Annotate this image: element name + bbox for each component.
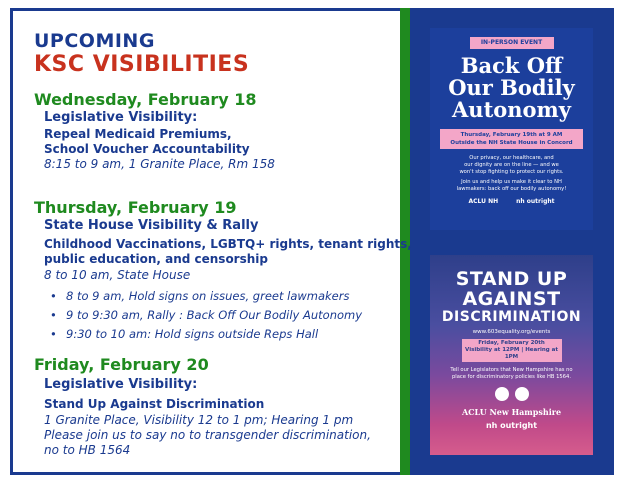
- poster-date: Friday, February 20th Visibility at 12PM | Hearing at 1PM: [462, 339, 562, 362]
- poster-body: Our privacy, our healthcare, and our dignity are on the line — and we won't stop fighting to protect our rights. Join us and help us make it clear to NH lawmakers: back off our bodily autonomy!: [456, 155, 567, 192]
- event-meta: no to HB 1564: [44, 443, 131, 457]
- event-meta: 1 Granite Place, Visibility 12 to 1 pm; Hearing 1 pm: [44, 413, 354, 427]
- event-meta: 8 to 10 am, State House: [44, 268, 191, 282]
- org-badge-icon: [495, 387, 509, 401]
- event-desc: School Voucher Accountability: [44, 142, 250, 156]
- event-meta: 8:15 to 9 am, 1 Granite Place, Rm 158: [44, 157, 275, 171]
- list-item: • 9 to 9:30 am, Rally : Back Off Our Bodily Autonomy: [50, 306, 362, 325]
- header-upcoming: UPCOMING: [34, 30, 155, 52]
- poster-logos: [430, 198, 593, 205]
- poster-title: STAND UP AGAINST: [455, 268, 568, 310]
- poster-body: Tell our Legislators that New Hampshire has no place for discriminatory policies like HB 1564.: [450, 367, 573, 380]
- event-desc: public education, and censorship: [44, 252, 268, 266]
- event-type: Legislative Visibility:: [44, 377, 198, 392]
- poster-tag: IN-PERSON EVENT: [470, 37, 554, 49]
- poster-badges: [430, 387, 593, 401]
- list-item: • 8 to 9 am, Hold signs on issues, greet lawmakers: [50, 287, 362, 306]
- event-day-friday: Friday, February 20: [34, 355, 209, 374]
- event-type: Legislative Visibility:: [44, 110, 198, 125]
- poster-url: www.603equality.org/events: [472, 329, 551, 335]
- aclu-logo: ACLU New Hampshire: [461, 407, 562, 417]
- event-day-wednesday: Wednesday, February 18: [34, 90, 257, 109]
- poster-title: Back Off Our Bodily Autonomy: [448, 53, 575, 122]
- nh-outright-logo: nh outright: [485, 421, 538, 430]
- poster-title-sub: DISCRIMINATION: [441, 309, 582, 325]
- poster-date: Thursday, February 19th at 9 AM Outside the NH State House in Concord: [440, 129, 583, 149]
- header-title: KSC VISIBILITIES: [34, 52, 250, 77]
- nh-outright-logo: nh outright: [516, 198, 555, 205]
- poster-back-off: [430, 28, 593, 230]
- list-item: • 9:30 to 10 am: Hold signs outside Reps Hall: [50, 325, 362, 344]
- event-desc: Repeal Medicaid Premiums,: [44, 127, 232, 141]
- event-type: State House Visibility & Rally: [44, 218, 259, 233]
- poster-stand-up: [430, 255, 593, 455]
- event-desc: Stand Up Against Discrimination: [44, 397, 265, 411]
- org-badge-icon: [515, 387, 529, 401]
- event-desc: Childhood Vaccinations, LGBTQ+ rights, tenant rights,: [44, 237, 412, 251]
- event-day-thursday: Thursday, February 19: [34, 198, 237, 217]
- aclu-logo: ACLU NH: [468, 198, 499, 205]
- schedule-list: [50, 287, 362, 344]
- event-meta: Please join us to say no to transgender discrimination,: [44, 428, 371, 442]
